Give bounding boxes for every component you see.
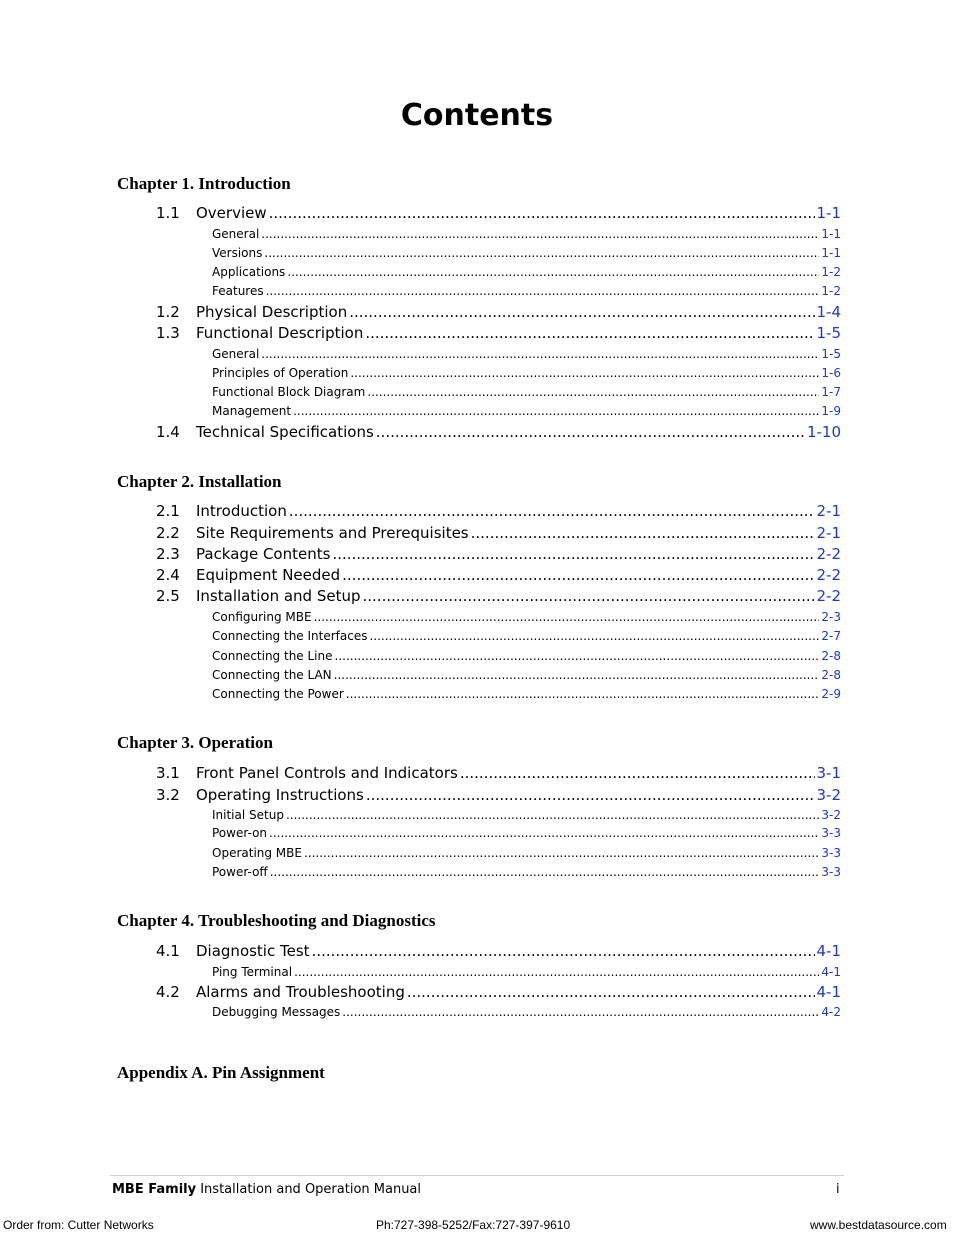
page-link[interactable]: 1-9 <box>821 404 841 418</box>
dot-leader <box>294 965 819 979</box>
dot-leader <box>334 668 820 682</box>
toc-subsection-entry[interactable] <box>212 687 841 701</box>
chapter-heading: Appendix A. Pin Assignment <box>117 1063 325 1082</box>
page-link[interactable]: 1-7 <box>821 385 841 399</box>
entry-title: Front Panel Controls and Indicators <box>196 764 458 782</box>
toc-section-entry[interactable] <box>156 983 841 1001</box>
page-link[interactable]: 1-5 <box>821 347 841 361</box>
toc-section-entry[interactable] <box>156 524 841 542</box>
dot-leader <box>407 983 815 1001</box>
toc-subsection-entry[interactable] <box>212 826 841 840</box>
page-link[interactable]: 4-1 <box>816 942 841 960</box>
dot-leader <box>261 227 819 241</box>
page-link[interactable]: 2-1 <box>816 502 841 520</box>
dot-leader <box>266 284 820 298</box>
entry-title: Features <box>212 284 264 298</box>
page-link[interactable]: 2-2 <box>816 587 841 605</box>
toc-subsection-entry[interactable] <box>212 846 841 860</box>
entry-title: Technical Specifications <box>196 423 374 441</box>
section-number: 2.2 <box>156 524 180 542</box>
section-number: 2.4 <box>156 566 180 584</box>
footer-manual-name: Installation and Operation Manual <box>200 1182 422 1197</box>
phone-fax-text: Ph:727-398-5252/Fax:727-397-9610 <box>376 1218 571 1232</box>
entry-title: Installation and Setup <box>196 587 361 605</box>
toc-subsection-entry[interactable] <box>212 610 841 624</box>
page-link[interactable]: 2-2 <box>816 566 841 584</box>
entry-title: Connecting the LAN <box>212 668 332 682</box>
dot-leader <box>346 687 820 701</box>
dot-leader <box>342 1005 819 1019</box>
toc-section-entry[interactable] <box>156 324 841 342</box>
entry-title: Operating MBE <box>212 846 302 860</box>
toc-section-entry[interactable] <box>156 942 841 960</box>
entry-title: Functional Block Diagram <box>212 385 366 399</box>
page-link[interactable]: 1-5 <box>816 324 841 342</box>
page-link[interactable]: 3-3 <box>821 846 841 860</box>
page-link[interactable]: 2-9 <box>821 687 841 701</box>
toc-section-entry[interactable] <box>156 545 841 563</box>
dot-leader <box>286 808 819 822</box>
section-number: 1.1 <box>156 204 180 222</box>
page-link[interactable]: 2-8 <box>821 649 841 663</box>
dot-leader <box>365 324 814 342</box>
page-link[interactable]: 1-1 <box>821 227 841 241</box>
section-number: 2.1 <box>156 502 180 520</box>
chapter-heading: Chapter 2. Installation <box>117 472 282 491</box>
entry-title: Power-off <box>212 865 268 879</box>
website-text: www.bestdatasource.com <box>810 1218 947 1232</box>
section-number: 3.2 <box>156 786 180 804</box>
toc-section-entry[interactable] <box>156 303 841 321</box>
entry-title: Applications <box>212 265 286 279</box>
toc-subsection-entry[interactable] <box>212 808 841 822</box>
dot-leader <box>312 942 815 960</box>
entry-title: Diagnostic Test <box>196 942 310 960</box>
chapter-heading: Chapter 4. Troubleshooting and Diagnostics <box>117 911 436 930</box>
page-link[interactable]: 2-2 <box>816 545 841 563</box>
toc-subsection-entry[interactable] <box>212 668 841 682</box>
dot-leader <box>460 764 815 782</box>
section-number: 4.1 <box>156 942 180 960</box>
dot-leader <box>369 629 819 643</box>
order-from-text: Order from: Cutter Networks <box>3 1218 154 1232</box>
toc-section-entry[interactable] <box>156 502 841 520</box>
entry-title: Management <box>212 404 292 418</box>
section-number: 1.3 <box>156 324 180 342</box>
toc-section-entry[interactable] <box>156 423 841 441</box>
chapter-heading: Chapter 1. Introduction <box>117 174 291 193</box>
page-link[interactable]: 3-3 <box>821 826 841 840</box>
page-link[interactable]: 4-1 <box>816 983 841 1001</box>
section-number: 2.5 <box>156 587 180 605</box>
page-link[interactable]: 1-4 <box>816 303 841 321</box>
dot-leader <box>342 566 814 584</box>
entry-title: Functional Description <box>196 324 364 342</box>
chapter-heading: Chapter 3. Operation <box>117 733 273 752</box>
dot-leader <box>332 545 814 563</box>
dot-leader <box>314 610 820 624</box>
entry-title: Alarms and Troubleshooting <box>196 983 405 1001</box>
toc-section-entry[interactable] <box>156 786 841 804</box>
dot-leader <box>289 502 815 520</box>
toc-subsection-entry[interactable] <box>212 965 841 979</box>
toc-subsection-entry[interactable] <box>212 284 841 298</box>
dot-leader <box>293 404 819 418</box>
toc-subsection-entry[interactable] <box>212 246 841 260</box>
page-link[interactable]: 1-6 <box>821 366 841 380</box>
entry-title: Configuring MBE <box>212 610 312 624</box>
entry-title: Package Contents <box>196 545 331 563</box>
entry-title: Power-on <box>212 826 268 840</box>
page-link[interactable]: 1-2 <box>821 284 841 298</box>
entry-title: Ping Terminal <box>212 965 293 979</box>
section-number: 1.2 <box>156 303 180 321</box>
toc-subsection-entry[interactable] <box>212 1005 841 1019</box>
entry-title: Versions <box>212 246 263 260</box>
dot-leader <box>261 347 819 361</box>
toc-subsection-entry[interactable] <box>212 649 841 663</box>
dot-leader <box>471 524 815 542</box>
dot-leader <box>269 204 815 222</box>
page-link[interactable]: 3-2 <box>821 808 841 822</box>
toc-section-entry[interactable] <box>156 204 841 222</box>
toc-subsection-entry[interactable] <box>212 366 841 380</box>
page-link[interactable]: 1-1 <box>821 246 841 260</box>
toc-subsection-entry[interactable] <box>212 385 841 399</box>
entry-title: Principles of Operation <box>212 366 349 380</box>
toc-subsection-entry[interactable] <box>212 227 841 241</box>
entry-title: Connecting the Power <box>212 687 344 701</box>
entry-title: General <box>212 227 260 241</box>
page-title: Contents <box>400 98 554 133</box>
entry-title: Initial Setup <box>212 808 284 822</box>
page-link[interactable]: 3-2 <box>816 786 841 804</box>
entry-title: Physical Description <box>196 303 348 321</box>
entry-title: Operating Instructions <box>196 786 364 804</box>
page-link[interactable]: 4-2 <box>821 1005 841 1019</box>
section-number: 4.2 <box>156 983 180 1001</box>
toc-section-entry[interactable] <box>156 587 841 605</box>
page-link[interactable]: 1-2 <box>821 265 841 279</box>
section-number: 1.4 <box>156 423 180 441</box>
dot-leader <box>304 846 819 860</box>
entry-title: General <box>212 347 260 361</box>
toc-subsection-entry[interactable] <box>212 265 841 279</box>
dot-leader <box>376 423 805 441</box>
section-number: 2.3 <box>156 545 180 563</box>
dot-leader <box>287 265 819 279</box>
page-link[interactable]: 1-1 <box>816 204 841 222</box>
dot-leader <box>269 826 819 840</box>
page-link[interactable]: 2-3 <box>821 610 841 624</box>
page-link[interactable]: 2-8 <box>821 668 841 682</box>
entry-title: Debugging Messages <box>212 1005 341 1019</box>
page-link[interactable]: 3-1 <box>816 764 841 782</box>
dot-leader <box>264 246 819 260</box>
toc-subsection-entry[interactable] <box>212 404 841 418</box>
dot-leader <box>270 865 820 879</box>
dot-leader <box>363 587 815 605</box>
entry-title: Connecting the Line <box>212 649 333 663</box>
page-link[interactable]: 1-10 <box>806 423 841 441</box>
toc-subsection-entry[interactable] <box>212 347 841 361</box>
page-link[interactable]: 2-1 <box>816 524 841 542</box>
footer-divider <box>110 1175 844 1176</box>
dot-leader <box>366 786 815 804</box>
page-link[interactable]: 4-1 <box>821 965 841 979</box>
dot-leader <box>367 385 819 399</box>
dot-leader <box>349 303 814 321</box>
entry-title: Overview <box>196 204 267 222</box>
page-link[interactable]: 3-3 <box>821 865 841 879</box>
footer-brand: MBE Family <box>112 1182 197 1197</box>
footer-page-number: i <box>836 1182 840 1197</box>
toc-subsection-entry[interactable] <box>212 865 841 879</box>
dot-leader <box>350 366 819 380</box>
entry-title: Connecting the Interfaces <box>212 629 368 643</box>
toc-subsection-entry[interactable] <box>212 629 841 643</box>
section-number: 3.1 <box>156 764 180 782</box>
entry-title: Site Requirements and Prerequisites <box>196 524 469 542</box>
entry-title: Equipment Needed <box>196 566 341 584</box>
toc-section-entry[interactable] <box>156 566 841 584</box>
page-link[interactable]: 2-7 <box>821 629 841 643</box>
toc-section-entry[interactable] <box>156 764 841 782</box>
footer-manual-title <box>112 1182 421 1197</box>
entry-title: Introduction <box>196 502 287 520</box>
dot-leader <box>335 649 820 663</box>
